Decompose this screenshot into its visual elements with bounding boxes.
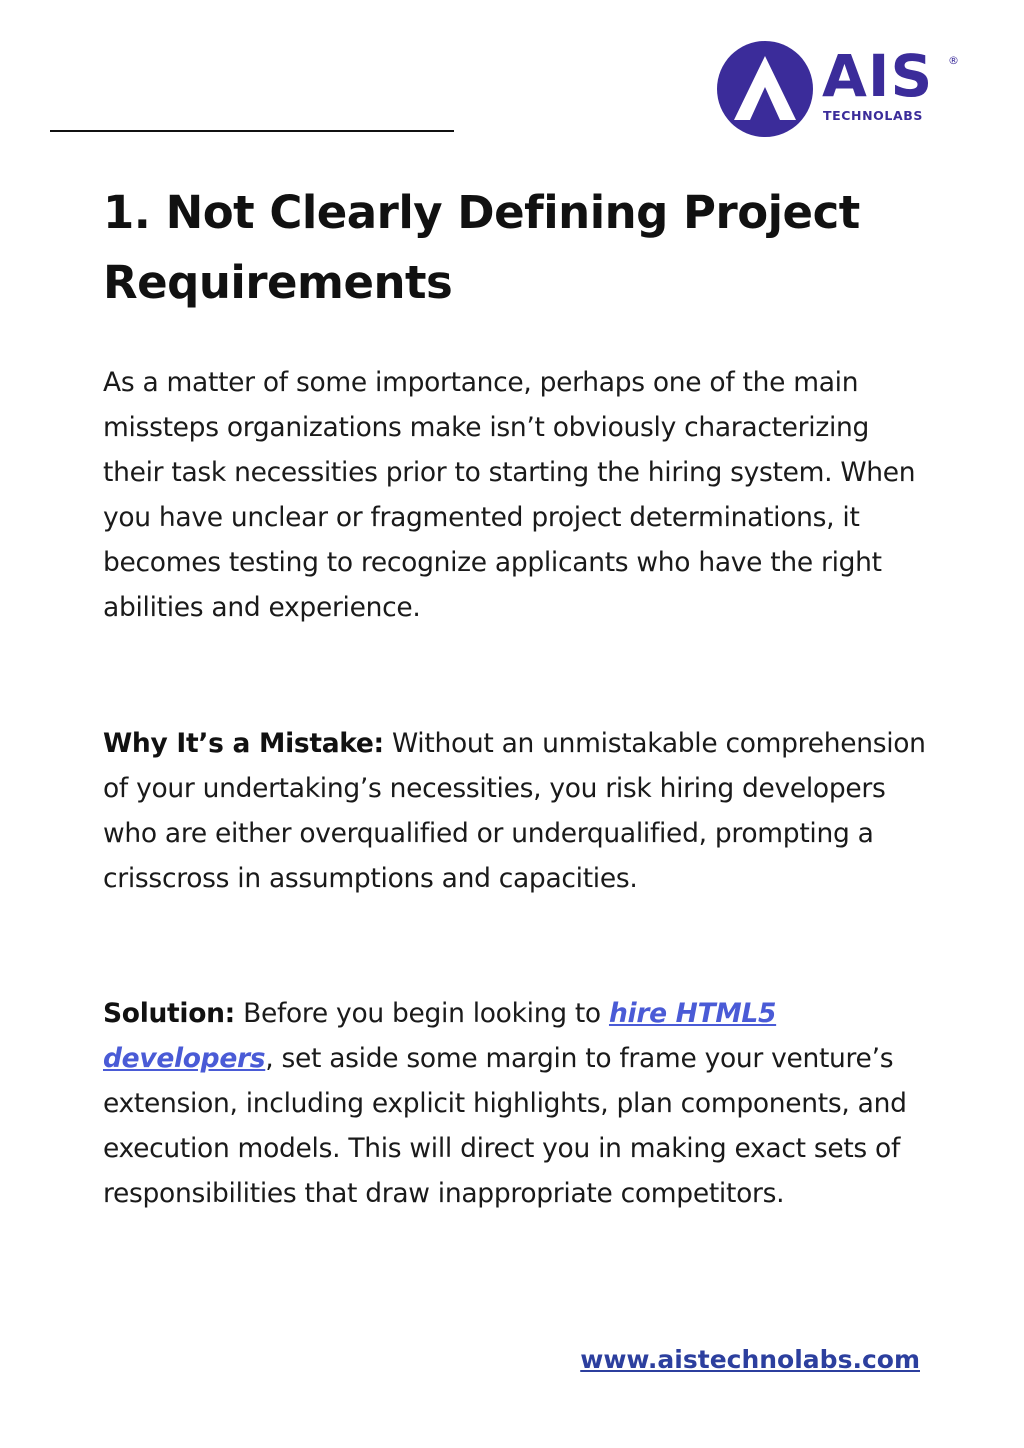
hire-html5-developers-link[interactable]: hire HTML5 developers: [103, 998, 777, 1074]
solution-paragraph: [103, 991, 933, 1216]
why-mistake-paragraph: [103, 721, 933, 901]
registered-mark: ®: [948, 54, 959, 67]
why-mistake-text: Without an unmistakable comprehension of your undertaking’s necessities, you risk hiring developers who are either overqualified or underqualified, prompting a crisscross in assumptions and capacities.: [103, 728, 926, 894]
logo-tagline: TECHNOLABS: [823, 108, 923, 123]
ais-technolabs-logo: [716, 40, 966, 140]
solution-text-after: , set aside some margin to frame your venture’s extension, including explicit highlights, plan components, and execution models. This will direct you in making exact sets of responsibilities that draw inappropriate competitors.: [103, 1043, 907, 1209]
logo-wordmark: AIS: [822, 42, 934, 110]
solution-label: Solution:: [103, 998, 235, 1029]
section-title: 1. Not Clearly Defining Project Requirements: [103, 186, 860, 309]
intro-paragraph: As a matter of some importance, perhaps one of the main missteps organizations make isn’t obviously characterizing their task necessities prior to starting the hiring system. When you have unclear or fragmented project determinations, it becomes testing to recognize applicants who have the right abilities and experience.: [103, 367, 916, 623]
website-link[interactable]: www.aistechnolabs.com: [580, 1345, 920, 1374]
why-mistake-label: Why It’s a Mistake:: [103, 728, 384, 759]
solution-text-before: Before you begin looking to: [234, 998, 609, 1029]
ais-logo-icon: [716, 40, 814, 138]
header-divider: [50, 130, 454, 132]
